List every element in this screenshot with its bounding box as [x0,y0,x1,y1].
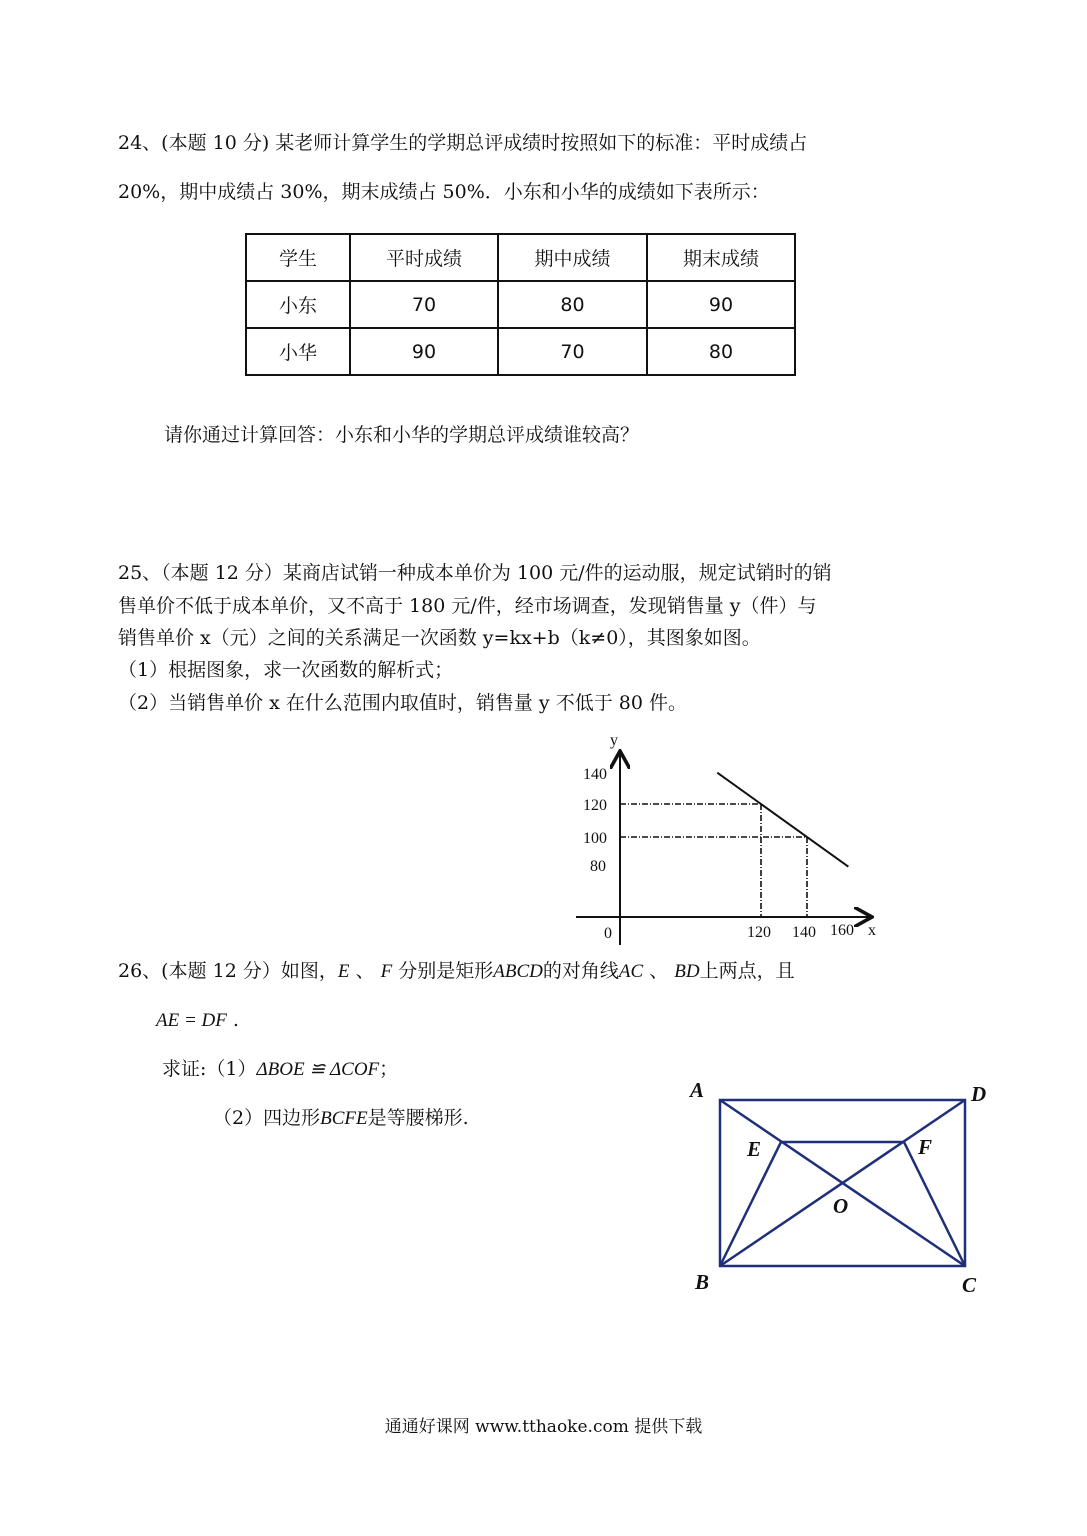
label-a: A [690,1078,705,1102]
x-axis-label: x [868,922,876,939]
label-c: C [962,1273,977,1297]
q26-mid2: 的对角线 [542,960,619,982]
prove1-end: ； [379,1058,399,1080]
table-cell: 80 [498,281,647,328]
label-o: O [833,1194,849,1218]
q24-line2: 20%，期中成绩占 30%，期末成绩占 50%．小东和小华的成绩如下表所示： [118,181,770,203]
y-axis-label: y [610,732,618,749]
table-cell: 70 [350,281,498,328]
function-line [717,773,848,867]
y-tick-label: 80 [590,858,606,875]
q26-line1 [118,962,795,981]
table-header-cell: 期末成绩 [647,234,795,281]
label-b: B [695,1270,710,1294]
table-header-cell: 期中成绩 [498,234,647,281]
diag-ac: AC [618,961,644,982]
q24-question: 请你通过计算回答：小东和小华的学期总评成绩谁较高？ [164,424,640,446]
table-row [246,281,795,328]
separator: 、 [355,960,375,982]
footer: 通通好课网 www.tthaoke.com 提供下载 [384,1417,703,1437]
origin-label: 0 [604,925,612,942]
q26-condition-line [156,1011,239,1030]
diag-bd: BD [674,961,700,982]
condition-end: . [232,1009,239,1031]
q25-part1: （1）根据图象，求一次函数的解析式； [118,659,454,681]
var-e: E [337,961,350,982]
table-cell: 70 [498,328,647,375]
table-header-cell: 平时成绩 [350,234,498,281]
q26-prove2-line [213,1109,469,1128]
prove2-quad: BCFE [320,1108,368,1129]
q25-part2: （2）当销售单价 x 在什么范围内取值时，销售量 y 不低于 80 件。 [118,692,687,714]
table-header-cell: 学生 [246,234,350,281]
table-cell: 90 [647,281,795,328]
x-tick-label: 160 [830,922,854,939]
table-cell: 小华 [246,328,350,375]
y-tick-label: 140 [583,766,607,783]
prove2-prefix: （2）四边形 [213,1107,321,1129]
y-tick-label: 100 [583,830,607,847]
var-f: F [380,961,393,982]
rectangle-figure [680,1070,1010,1310]
x-tick-label: 120 [747,924,771,941]
label-f: F [918,1135,933,1159]
prove2-suffix: 是等腰梯形. [367,1107,469,1129]
table-cell: 90 [350,328,498,375]
table-cell: 小东 [246,281,350,328]
y-tick-label: 120 [583,797,607,814]
rect-name: ABCD [493,961,543,982]
label-e: E [747,1137,762,1161]
x-tick-label: 140 [792,924,816,941]
prove-prefix: 求证:（1） [162,1058,257,1080]
segment-cf [904,1142,965,1266]
table-cell: 80 [647,328,795,375]
q25-line3: 销售单价 x（元）之间的关系满足一次函数 y=kx+b（k≠0），其图象如图。 [118,627,761,649]
q25-line1: 25、（本题 12 分）某商店试销一种成本单价为 100 元/件的运动服，规定试销时的销 [118,562,832,584]
q26-mid: 分别是矩形 [398,960,494,982]
q26-prove1-line [162,1060,398,1079]
q26-suffix: 上两点，且 [699,960,795,982]
score-table [245,233,796,376]
table-row [246,328,795,375]
label-d: D [971,1082,987,1106]
q25-line2: 售单价不低于成本单价，又不高于 180 元/件，经市场调查，发现销售量 y（件）与 [118,595,817,617]
table-header-row [246,234,795,281]
function-graph [560,725,900,955]
condition: AE = DF [156,1010,227,1031]
q26-prefix: 26、(本题 12 分）如图， [118,960,338,982]
separator: 、 [649,960,669,982]
q24-line1: 24、(本题 10 分) 某老师计算学生的学期总评成绩时按照如下的标准：平时成绩占 [118,132,808,154]
prove1: ΔBOE ≌ ΔCOF [256,1059,380,1080]
